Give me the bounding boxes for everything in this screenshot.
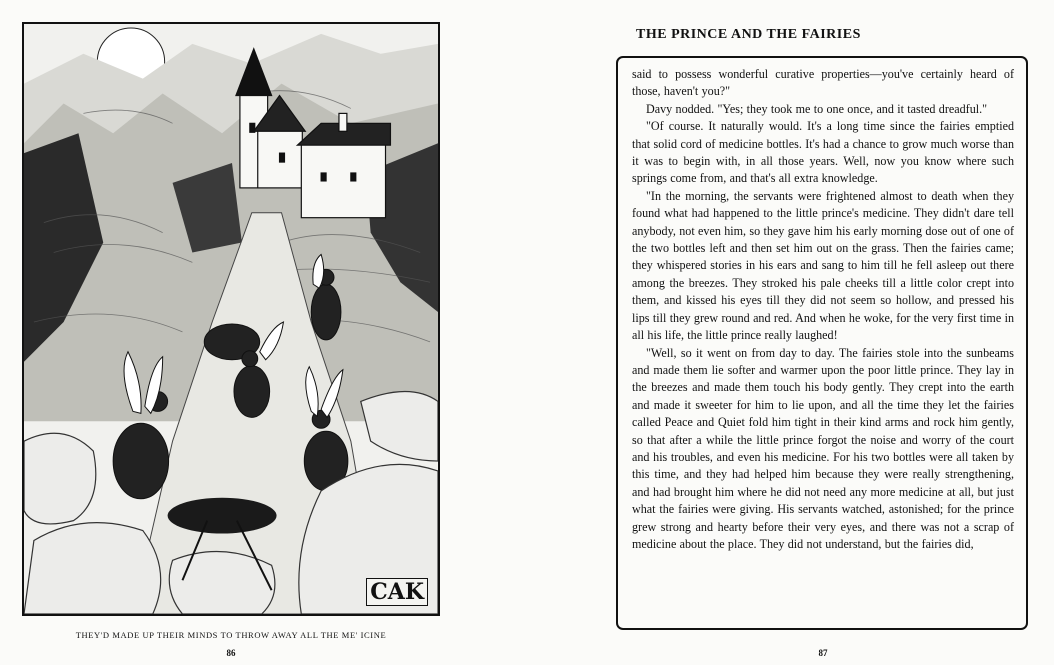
fairies-illustration [22,22,440,616]
paragraph: "In the morning, the servants were frightened almost to death when they found what had happened to the little prince's medicine. They didn't dare tell anybody, not even him, so they gave him his early morning dose out of one of the two bottles left and then set him out on the grass. Then the fairies came; they whispered stories in his ears and sang to him till he fell asleep out there among the breezes. They stroked his pale cheeks till a little color crept into them, and kissed his eyes till they did not seem so hollow, and pressed his lips till they grew round and red. And when he woke, for the very first time in all his life, the little prince really laughed! [632,188,1014,343]
illustration-caption: THEY'D MADE UP THEIR MINDS TO THROW AWAY ALL THE ME' ICINE [75,630,387,640]
paragraph: Davy nodded. "Yes; they took me to one once, and it tasted dreadful." [646,101,988,116]
left-page [0,0,520,665]
spring-hole [168,498,277,534]
paragraph: said to possess wonderful curative properties—you've certainly heard of those, haven't you?" [632,67,1014,99]
paragraph: "Of course. It naturally would. It's a long time since the fairies emptied that solid cord of medicine bottles. It's had a chance to grow much worse than it was to begin with, in all those years. Well, now you know where such springs come from, and that's all extra knowledge. [632,119,1014,186]
right-page [520,0,1054,665]
left-page-number: 86 [226,648,236,658]
right-page-number: 87 [818,648,828,658]
paragraph: "Well, so it went on from day to day. The fairies stole into the sunbeams and made them lie softer and warmer upon the poor little prince. They lay in the breezes and made them touch his body gently. They crept into the earth and made it sweeter for him to lie upon, and all the time they let the fairies called Peace and Quiet fold him tight in their kind arms and rock him gently, so that after a while the little prince forgot the noise and worry of the court and his troubles, and even his medicine. For his two bottles were all taken by this time, and they had helped him because they were really strengthening, and had brought him where he did not need any more medicine at all, but just what the fairies were giving. His servants watched, astonished; for the prince grew strong and hearty before their very eyes, and there was not a scrap of medicine about the place. They did not understand, but the fairies did, [632,345,1014,551]
text-frame [616,56,1028,630]
running-head: THE PRINCE AND THE FAIRIES [636,27,861,42]
artist-monogram: CAK [366,578,428,606]
illustration-drawing [24,24,438,614]
